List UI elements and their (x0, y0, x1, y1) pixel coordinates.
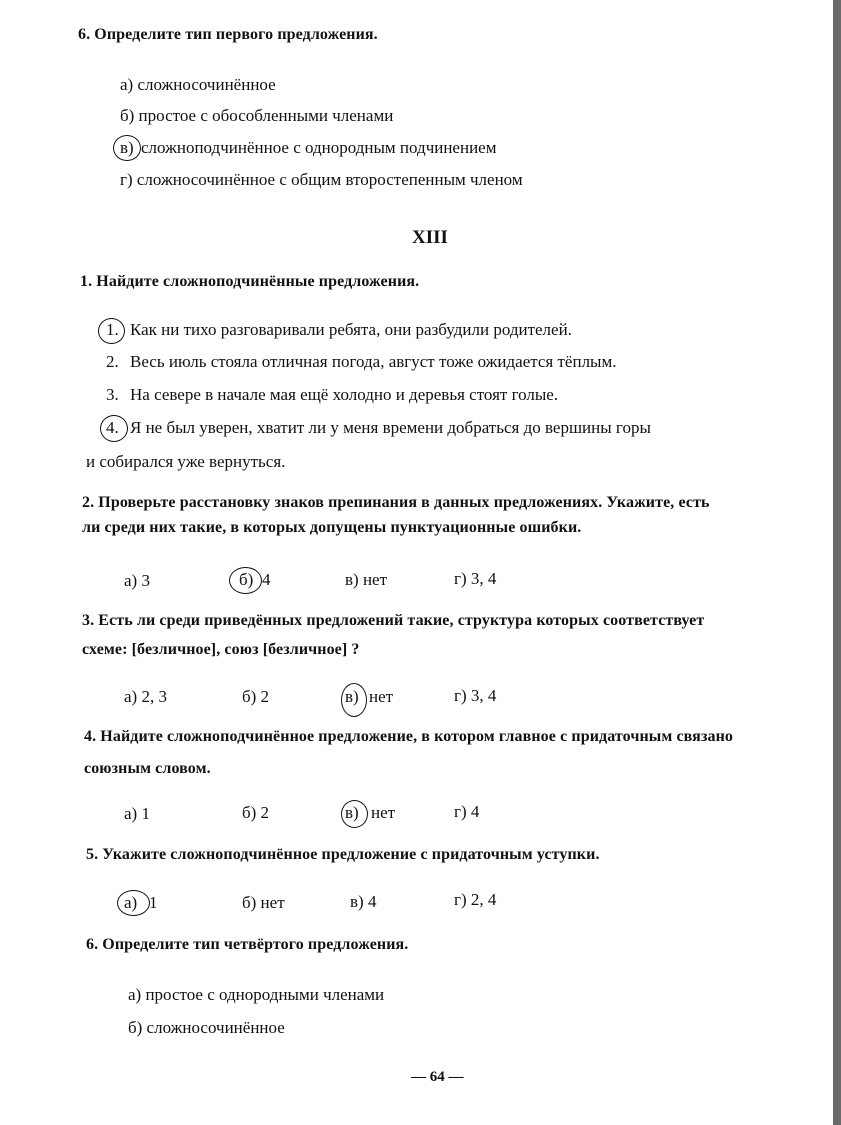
q5-option-a-letter: а) (124, 893, 138, 912)
prev-question-6: 6. Определите тип первого предложения. (78, 26, 378, 43)
question-1: 1. Найдите сложноподчинённые предложения. (80, 273, 420, 290)
question-2-line-2: ли среди них такие, в которых допущены пунктуационные ошибки. (82, 519, 582, 536)
q1-sentence-4-continuation: и собирался уже вернуться. (86, 452, 286, 471)
q1-sentence-1-text: Как ни тихо разговаривали ребята, они разбудили родителей. (130, 320, 572, 339)
q3-option-b: б) 2 (242, 687, 270, 706)
section-title: XIII (412, 227, 448, 248)
question-4-line-2: союзным словом. (84, 760, 211, 777)
q5-option-a-value: 1 (149, 893, 158, 912)
q1-sentence-2-text: Весь июль стояла отличная погода, август тоже ожидается тёплым. (130, 352, 617, 371)
prev-q6-option-g: г) сложносочинённое с общим второстепенным членом (120, 170, 523, 189)
q1-sentence-1-num: 1. (106, 320, 119, 339)
page-number: — 64 — (411, 1069, 464, 1085)
q2-option-b-letter: б) (239, 570, 254, 589)
question-2-line-1: 2. Проверьте расстановку знаков препинания в данных предложениях. Укажите, есть (82, 494, 710, 511)
q4-option-v-letter: в) (345, 803, 359, 822)
q5-option-b: б) нет (242, 893, 285, 912)
q3-option-v-letter: в) (345, 687, 359, 706)
q6-option-a: а) простое с однородными членами (128, 985, 385, 1004)
q4-option-v-value: нет (371, 803, 396, 822)
question-3-line-1: 3. Есть ли среди приведённых предложений такие, структура которых соответствует (82, 612, 705, 629)
prev-q6-option-a: а) сложносочинённое (120, 75, 276, 94)
q6-option-b: б) сложносочинённое (128, 1018, 285, 1037)
answer-circle-mark (113, 135, 141, 161)
question-4-line-1: 4. Найдите сложноподчинённое предложение, в котором главное с придаточным связано (84, 728, 733, 745)
q2-option-v: в) нет (345, 570, 388, 589)
prev-q6-option-v-text: сложноподчинённое с однородным подчинением (141, 138, 497, 157)
q2-option-b-value: 4 (262, 570, 271, 589)
question-6: 6. Определите тип четвёртого предложения. (86, 936, 409, 953)
answer-circle-mark (341, 683, 367, 717)
q4-option-a: а) 1 (124, 804, 150, 823)
page-edge-shadow (833, 0, 841, 1125)
q4-option-g: г) 4 (454, 802, 480, 821)
q4-option-b: б) 2 (242, 803, 270, 822)
question-3-line-2: схеме: [безличное], союз [безличное] ? (82, 641, 360, 658)
q1-sentence-4-num: 4. (106, 418, 119, 437)
answer-circle-mark (341, 800, 368, 828)
q2-option-a: а) 3 (124, 571, 150, 590)
answer-circle-mark (100, 415, 128, 442)
q1-sentence-3-text: На севере в начале мая ещё холодно и деревья стоят голые. (130, 385, 559, 404)
q2-option-g: г) 3, 4 (454, 569, 497, 588)
q3-option-a: а) 2, 3 (124, 687, 167, 706)
q1-sentence-3-num: 3. (106, 385, 119, 404)
answer-circle-mark (98, 318, 125, 344)
q3-option-g: г) 3, 4 (454, 686, 497, 705)
prev-q6-option-v-letter: в) (120, 138, 134, 157)
q3-option-v-value: нет (369, 687, 394, 706)
prev-q6-option-b: б) простое с обособленными членами (120, 106, 394, 125)
answer-circle-mark (229, 567, 262, 594)
q5-option-v: в) 4 (350, 892, 377, 911)
q1-sentence-4-text: Я не был уверен, хватит ли у меня времени добраться до вершины горы (130, 418, 651, 437)
q1-sentence-2-num: 2. (106, 352, 119, 371)
q5-option-g: г) 2, 4 (454, 890, 497, 909)
answer-circle-mark (117, 890, 150, 916)
question-5: 5. Укажите сложноподчинённое предложение с придаточным уступки. (86, 846, 600, 863)
